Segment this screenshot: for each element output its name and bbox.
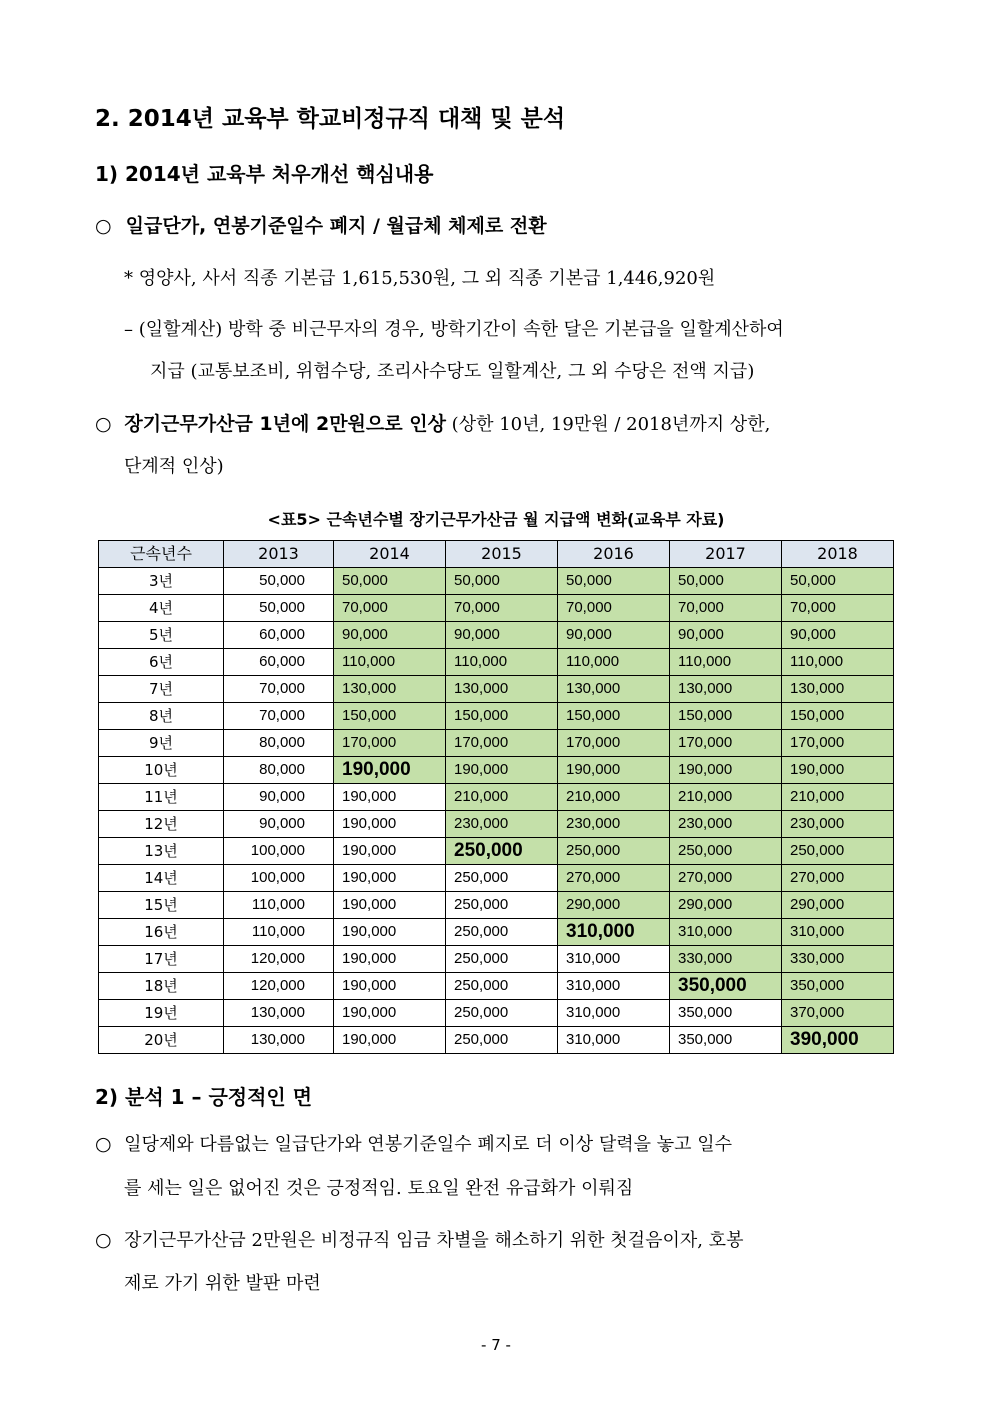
bullet-item-1 (95, 211, 547, 238)
amount-cell: 120,000 (224, 973, 334, 1000)
amount-cell: 120,000 (224, 946, 334, 973)
bullet-circle-icon: ○ (95, 215, 112, 237)
header-cell: 2018 (782, 541, 894, 568)
amount-cell: 190,000 (558, 757, 670, 784)
amount-cell: 50,000 (558, 568, 670, 595)
cap-amount-cell: 250,000 (446, 838, 558, 865)
amount-cell: 150,000 (670, 703, 782, 730)
amount-cell: 170,000 (782, 730, 894, 757)
amount-cell: 250,000 (446, 1000, 558, 1027)
amount-cell: 70,000 (670, 595, 782, 622)
amount-cell: 90,000 (670, 622, 782, 649)
amount-cell: 310,000 (558, 946, 670, 973)
table-row (99, 622, 894, 649)
bullet-item-2 (95, 409, 770, 436)
amount-cell: 330,000 (782, 946, 894, 973)
amount-cell: 250,000 (446, 919, 558, 946)
dash-line-1: – (일할계산) 방학 중 비근무자의 경우, 방학기간이 속한 달은 기본급을 일할계산하여 (124, 319, 784, 340)
amount-cell: 50,000 (670, 568, 782, 595)
amount-cell: 70,000 (558, 595, 670, 622)
table-row (99, 811, 894, 838)
years-cell: 16년 (99, 919, 224, 946)
cap-amount-cell: 310,000 (558, 919, 670, 946)
bullet-circle-icon: ○ (95, 1133, 112, 1155)
amount-cell: 250,000 (670, 838, 782, 865)
amount-cell: 110,000 (558, 649, 670, 676)
amount-cell: 190,000 (446, 757, 558, 784)
amount-cell: 90,000 (224, 811, 334, 838)
table-row (99, 973, 894, 1000)
amount-cell: 210,000 (670, 784, 782, 811)
dash-line-2: 지급 (교통보조비, 위험수당, 조리사수당도 일할계산, 그 외 수당은 전액 지급) (150, 361, 755, 382)
amount-cell: 130,000 (224, 1000, 334, 1027)
amount-cell: 100,000 (224, 838, 334, 865)
amount-cell: 50,000 (224, 595, 334, 622)
amount-cell: 350,000 (782, 973, 894, 1000)
amount-cell: 50,000 (782, 568, 894, 595)
amount-cell: 110,000 (670, 649, 782, 676)
amount-cell: 70,000 (446, 595, 558, 622)
allowance-table (98, 540, 894, 1054)
amount-cell: 50,000 (224, 568, 334, 595)
analysis-line: 제로 가기 위한 발판 마련 (124, 1273, 321, 1294)
amount-cell: 230,000 (558, 811, 670, 838)
cap-amount-cell: 390,000 (782, 1027, 894, 1054)
table-row (99, 1000, 894, 1027)
years-cell: 3년 (99, 568, 224, 595)
amount-cell: 190,000 (334, 919, 446, 946)
amount-cell: 190,000 (782, 757, 894, 784)
years-cell: 17년 (99, 946, 224, 973)
amount-cell: 50,000 (446, 568, 558, 595)
amount-cell: 350,000 (670, 1027, 782, 1054)
amount-cell: 190,000 (334, 946, 446, 973)
amount-cell: 110,000 (446, 649, 558, 676)
amount-cell: 90,000 (334, 622, 446, 649)
amount-cell: 90,000 (782, 622, 894, 649)
analysis-line: 장기근무가산금 2만원은 비정규직 임금 차별을 해소하기 위한 첫걸음이자, 호봉 (124, 1230, 744, 1251)
amount-cell: 210,000 (558, 784, 670, 811)
amount-cell: 130,000 (446, 676, 558, 703)
table-row (99, 568, 894, 595)
amount-cell: 270,000 (782, 865, 894, 892)
amount-cell: 130,000 (782, 676, 894, 703)
amount-cell: 210,000 (446, 784, 558, 811)
amount-cell: 250,000 (446, 892, 558, 919)
bullet-text: 일급단가, 연봉기준일수 폐지 / 월급체 체제로 전환 (125, 215, 547, 237)
amount-cell: 110,000 (334, 649, 446, 676)
amount-cell: 190,000 (334, 784, 446, 811)
amount-cell: 80,000 (224, 757, 334, 784)
amount-cell: 310,000 (782, 919, 894, 946)
analysis-line: 일당제와 다름없는 일급단가와 연봉기준일수 폐지로 더 이상 달력을 놓고 일수 (124, 1134, 733, 1155)
bullet-bold-text: 장기근무가산금 1년에 2만원으로 인상 (124, 413, 446, 435)
table-row (99, 919, 894, 946)
header-cell: 2014 (334, 541, 446, 568)
amount-cell: 230,000 (446, 811, 558, 838)
amount-cell: 190,000 (334, 892, 446, 919)
amount-cell: 190,000 (334, 1027, 446, 1054)
bullet-circle-icon: ○ (95, 1229, 112, 1251)
amount-cell: 50,000 (334, 568, 446, 595)
amount-cell: 110,000 (224, 919, 334, 946)
amount-cell: 250,000 (782, 838, 894, 865)
table-row (99, 946, 894, 973)
analysis-line: 를 세는 일은 없어진 것은 긍정적임. 토요일 완전 유급화가 이뤄짐 (124, 1178, 634, 1199)
years-cell: 18년 (99, 973, 224, 1000)
subsection-title-2: 2) 분석 1 – 긍정적인 면 (95, 1085, 313, 1109)
amount-cell: 270,000 (670, 865, 782, 892)
amount-cell: 330,000 (670, 946, 782, 973)
years-cell: 11년 (99, 784, 224, 811)
amount-cell: 70,000 (334, 595, 446, 622)
amount-cell: 170,000 (446, 730, 558, 757)
table-row (99, 730, 894, 757)
subsection-title-1: 1) 2014년 교육부 처우개선 핵심내용 (95, 162, 434, 186)
amount-cell: 130,000 (558, 676, 670, 703)
analysis-item-1 (95, 1130, 732, 1156)
amount-cell: 70,000 (224, 703, 334, 730)
amount-cell: 110,000 (782, 649, 894, 676)
amount-cell: 250,000 (446, 973, 558, 1000)
amount-cell: 310,000 (558, 1027, 670, 1054)
analysis-item-2 (95, 1226, 743, 1252)
amount-cell: 370,000 (782, 1000, 894, 1027)
cap-amount-cell: 350,000 (670, 973, 782, 1000)
amount-cell: 290,000 (558, 892, 670, 919)
table-row (99, 838, 894, 865)
table-row (99, 757, 894, 784)
amount-cell: 90,000 (446, 622, 558, 649)
amount-cell: 250,000 (558, 838, 670, 865)
years-cell: 5년 (99, 622, 224, 649)
amount-cell: 150,000 (782, 703, 894, 730)
amount-cell: 310,000 (558, 973, 670, 1000)
amount-cell: 70,000 (224, 676, 334, 703)
bullet-continuation: 단계적 인상) (124, 456, 224, 477)
amount-cell: 90,000 (224, 784, 334, 811)
amount-cell: 250,000 (446, 946, 558, 973)
amount-cell: 130,000 (670, 676, 782, 703)
amount-cell: 170,000 (334, 730, 446, 757)
amount-cell: 130,000 (224, 1027, 334, 1054)
amount-cell: 100,000 (224, 865, 334, 892)
years-cell: 13년 (99, 838, 224, 865)
amount-cell: 190,000 (334, 865, 446, 892)
table-row (99, 892, 894, 919)
header-cell: 2013 (224, 541, 334, 568)
years-cell: 14년 (99, 865, 224, 892)
years-cell: 15년 (99, 892, 224, 919)
bullet-rest-text: (상한 10년, 19만원 / 2018년까지 상한, (445, 414, 771, 435)
table-row (99, 703, 894, 730)
table-caption: <표5> 근속년수별 장기근무가산금 월 지급액 변화(교육부 자료) (267, 510, 725, 529)
amount-cell: 60,000 (224, 622, 334, 649)
amount-cell: 290,000 (670, 892, 782, 919)
page-number: - 7 - (481, 1336, 511, 1354)
years-cell: 4년 (99, 595, 224, 622)
table-header-row (99, 541, 894, 568)
amount-cell: 190,000 (334, 1000, 446, 1027)
table-row (99, 865, 894, 892)
amount-cell: 150,000 (334, 703, 446, 730)
years-cell: 10년 (99, 757, 224, 784)
table-row (99, 595, 894, 622)
years-cell: 9년 (99, 730, 224, 757)
amount-cell: 90,000 (558, 622, 670, 649)
cap-amount-cell: 190,000 (334, 757, 446, 784)
amount-cell: 230,000 (670, 811, 782, 838)
amount-cell: 150,000 (446, 703, 558, 730)
amount-cell: 110,000 (224, 892, 334, 919)
amount-cell: 170,000 (558, 730, 670, 757)
header-cell: 2017 (670, 541, 782, 568)
table-row (99, 1027, 894, 1054)
amount-cell: 270,000 (558, 865, 670, 892)
amount-cell: 310,000 (558, 1000, 670, 1027)
amount-cell: 210,000 (782, 784, 894, 811)
amount-cell: 150,000 (558, 703, 670, 730)
amount-cell: 190,000 (334, 838, 446, 865)
amount-cell: 130,000 (334, 676, 446, 703)
table-row (99, 649, 894, 676)
amount-cell: 70,000 (782, 595, 894, 622)
amount-cell: 350,000 (670, 1000, 782, 1027)
section-title: 2. 2014년 교육부 학교비정규직 대책 및 분석 (95, 106, 566, 132)
amount-cell: 250,000 (446, 865, 558, 892)
header-cell: 근속년수 (99, 541, 224, 568)
table-row (99, 676, 894, 703)
amount-cell: 170,000 (670, 730, 782, 757)
note-line: * 영양사, 사서 직종 기본급 1,615,530원, 그 외 직종 기본급 1,446,920원 (124, 268, 716, 289)
amount-cell: 290,000 (782, 892, 894, 919)
amount-cell: 60,000 (224, 649, 334, 676)
years-cell: 12년 (99, 811, 224, 838)
amount-cell: 250,000 (446, 1027, 558, 1054)
amount-cell: 310,000 (670, 919, 782, 946)
amount-cell: 190,000 (334, 811, 446, 838)
amount-cell: 190,000 (334, 973, 446, 1000)
years-cell: 6년 (99, 649, 224, 676)
years-cell: 19년 (99, 1000, 224, 1027)
table-row (99, 784, 894, 811)
header-cell: 2015 (446, 541, 558, 568)
amount-cell: 80,000 (224, 730, 334, 757)
years-cell: 20년 (99, 1027, 224, 1054)
years-cell: 8년 (99, 703, 224, 730)
bullet-circle-icon: ○ (95, 413, 112, 435)
amount-cell: 190,000 (670, 757, 782, 784)
header-cell: 2016 (558, 541, 670, 568)
years-cell: 7년 (99, 676, 224, 703)
amount-cell: 230,000 (782, 811, 894, 838)
